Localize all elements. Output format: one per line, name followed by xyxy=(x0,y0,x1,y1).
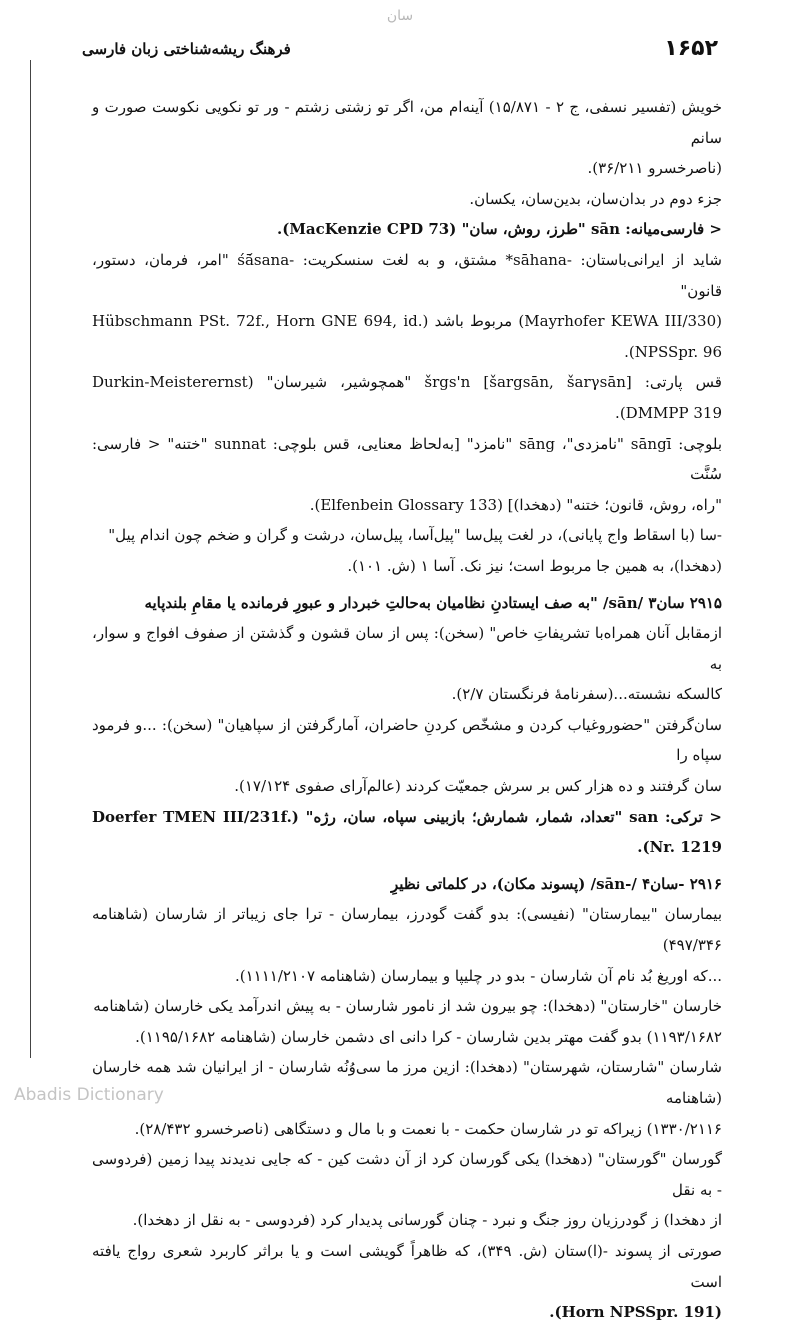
text-line: قس پارتی: šrgs'n [šargsān, šarγsān] "همچوشیر، شیرسان" (Durkin-Meisterernst DMMPP 319). xyxy=(92,373,722,422)
book-title: فرهنگ ریشه‌شناختی زبان فارسی xyxy=(82,40,291,58)
margin-rule xyxy=(30,60,31,1058)
text-line: ۱۳۳۰/۲۱۱۶) زیراکه تو در شارسان حکمت - با نعمت و با مال و دستگاهی (ناصرخسرو ۲۸/۴۳۲). xyxy=(134,1119,722,1138)
text-line: خارسان "خارستان" (دهخدا): چو بیرون شد از نامور شارسان - به پیش اندرآمد یکی خارسان (شاهنامه xyxy=(93,997,722,1016)
text-line: سان گرفتند و ده هزار کس بر سرش جمعیّت کردند (عالم‌آرای صفوی ۱۷/۱۲۴). xyxy=(234,777,722,796)
text-line: بلوچی: sāngī "نامزدی"، sāng "نامزد" [به‌لحاظ معنایی، قس بلوچی: sunnat "ختنه" < فارسی: سُنَّت xyxy=(92,434,723,484)
entry-headword-line: ۲۹۱۶ -سان۴ /-sān/ (پسوند مکان)، در کلماتی نظیرِ xyxy=(390,874,722,893)
watermark-text: Abadis Dictionary xyxy=(14,1085,164,1105)
dictionary-entries xyxy=(92,92,722,1328)
text-line: (دهخدا)، به همین جا مربوط است؛ نیز نک. آسا ۱ (ش. ۱۰۱). xyxy=(347,556,722,575)
text-line: ...که اوریغ بُد نام آن شارسان - بدو در چلیپا و بیمارسان (شاهنامه ۱۱۱۱/۲۱۰۷). xyxy=(234,966,722,985)
text-line: صورتی از پسوند -(ا)ستان (ش. ۳۴۹)، که ظاهراً گویشی است و یا براثر کاربرد شعری رواج یافته است xyxy=(92,1241,722,1291)
text-line: ۱۱۹۳/۱۶۸۲) بدو گفت مهتر بدین شارسان - کرا دانی ای دشمن خارسان (شاهنامه ۱۱۹۵/۱۶۸۲). xyxy=(135,1027,722,1046)
text-line: بیمارسان "بیمارستان" (نفیسی): بدو گفت گودرز، بیمارسان - ترا جای زیباتر از شارسان (شاهنامه ۴۹۷/۳۴۶) xyxy=(92,905,722,955)
text-line: کالسکه نشسته...(سفرنامهٔ فرنگستان ۲/۷). xyxy=(451,685,722,704)
text-line: جزء دوم در بدان‌سان، بدین‌سان، یکسان. xyxy=(469,189,722,208)
text-line: (Horn NPSSpr. 191). xyxy=(549,1303,722,1322)
text-line: (ناصرخسرو ۳۶/۲۱۱). xyxy=(587,159,722,178)
running-head: سان xyxy=(386,8,414,24)
text-line: "راه، روش، قانون؛ ختنه" (دهخدا)] (Elfenbein Glossary 133). xyxy=(309,495,722,514)
page-number: ۱۶۵۲ xyxy=(664,36,718,61)
text-line: شارسان "شارستان، شهرستان" (دهخدا): ازین مرز ما سی‌وُنُه شارسان - از ایرانیان شد همه خارسان (شاهنامه xyxy=(92,1058,722,1107)
text-line: ازمقابل آنان همراه‌با تشریفاتِ خاص" (سخن): پس از سان قشون و گذشتن از صفوف افواج و سوار، به xyxy=(92,624,722,673)
text-line: -سا (با اسقاط واج پایانی)، در لغت پیل‌سا "پیل‌آسا، پیل‌سان، درشت و گران و ضخم چون اندام پیل" xyxy=(108,526,722,545)
text-line: < ترکی: san "تعداد، شمار، شمارش؛ بازبینی سپاه، سان، رژه" (Doerfer TMEN III/231f. Nr. 1219). xyxy=(92,807,722,857)
text-line: (Mayrhofer KEWA III/330) مربوط باشد (Hübschmann PSt. 72f., Horn GNE 694, id. NPSSpr. 96). xyxy=(92,312,722,361)
text-line: شاید از ایرانی‌باستان: -sāhana* مشتق، و به لغت سنسکریت: -śā́sana "امر، فرمان، دستور، قانون" xyxy=(92,250,722,300)
text-line: گورسان "گورستان" (دهخدا) یکی گورسان کرد از آن دشت کین - که جایی ندیدند پیدا زمین (فردوسی - به نقل xyxy=(92,1150,722,1199)
text-line: از دهخدا) ز گودرزیان روز جنگ و نبرد - چنان گورسانی پدیدار کرد (فردوسی - به نقل از دهخدا). xyxy=(132,1211,722,1230)
page-header xyxy=(82,36,718,68)
text-line: < فارسی‌میانه: sān "طرز، روش، سان" (MacKenzie CPD 73). xyxy=(277,220,722,239)
text-line: خویش (تفسیر نسفی، ج ۲ - ۱۵/۸۷۱) آینه‌ام من، اگر تو زشتی زشتم - ور تو نکویی نکوست صورت و سانم xyxy=(92,98,722,147)
text-line: سان‌گرفتن "حضوروغیاب کردن و مشخّص کردنِ حاضران، آمارگرفتن از سپاهیان" (سخن): ...و فرمود سپاه را xyxy=(92,715,722,765)
entry-headword-line: ۲۹۱۵ سان۳ /sān/ "به صف ایستادنِ نظامیان به‌حالتِ خبردار و عبورِ فرمانده یا مقامِ بلندپایه xyxy=(144,593,722,612)
